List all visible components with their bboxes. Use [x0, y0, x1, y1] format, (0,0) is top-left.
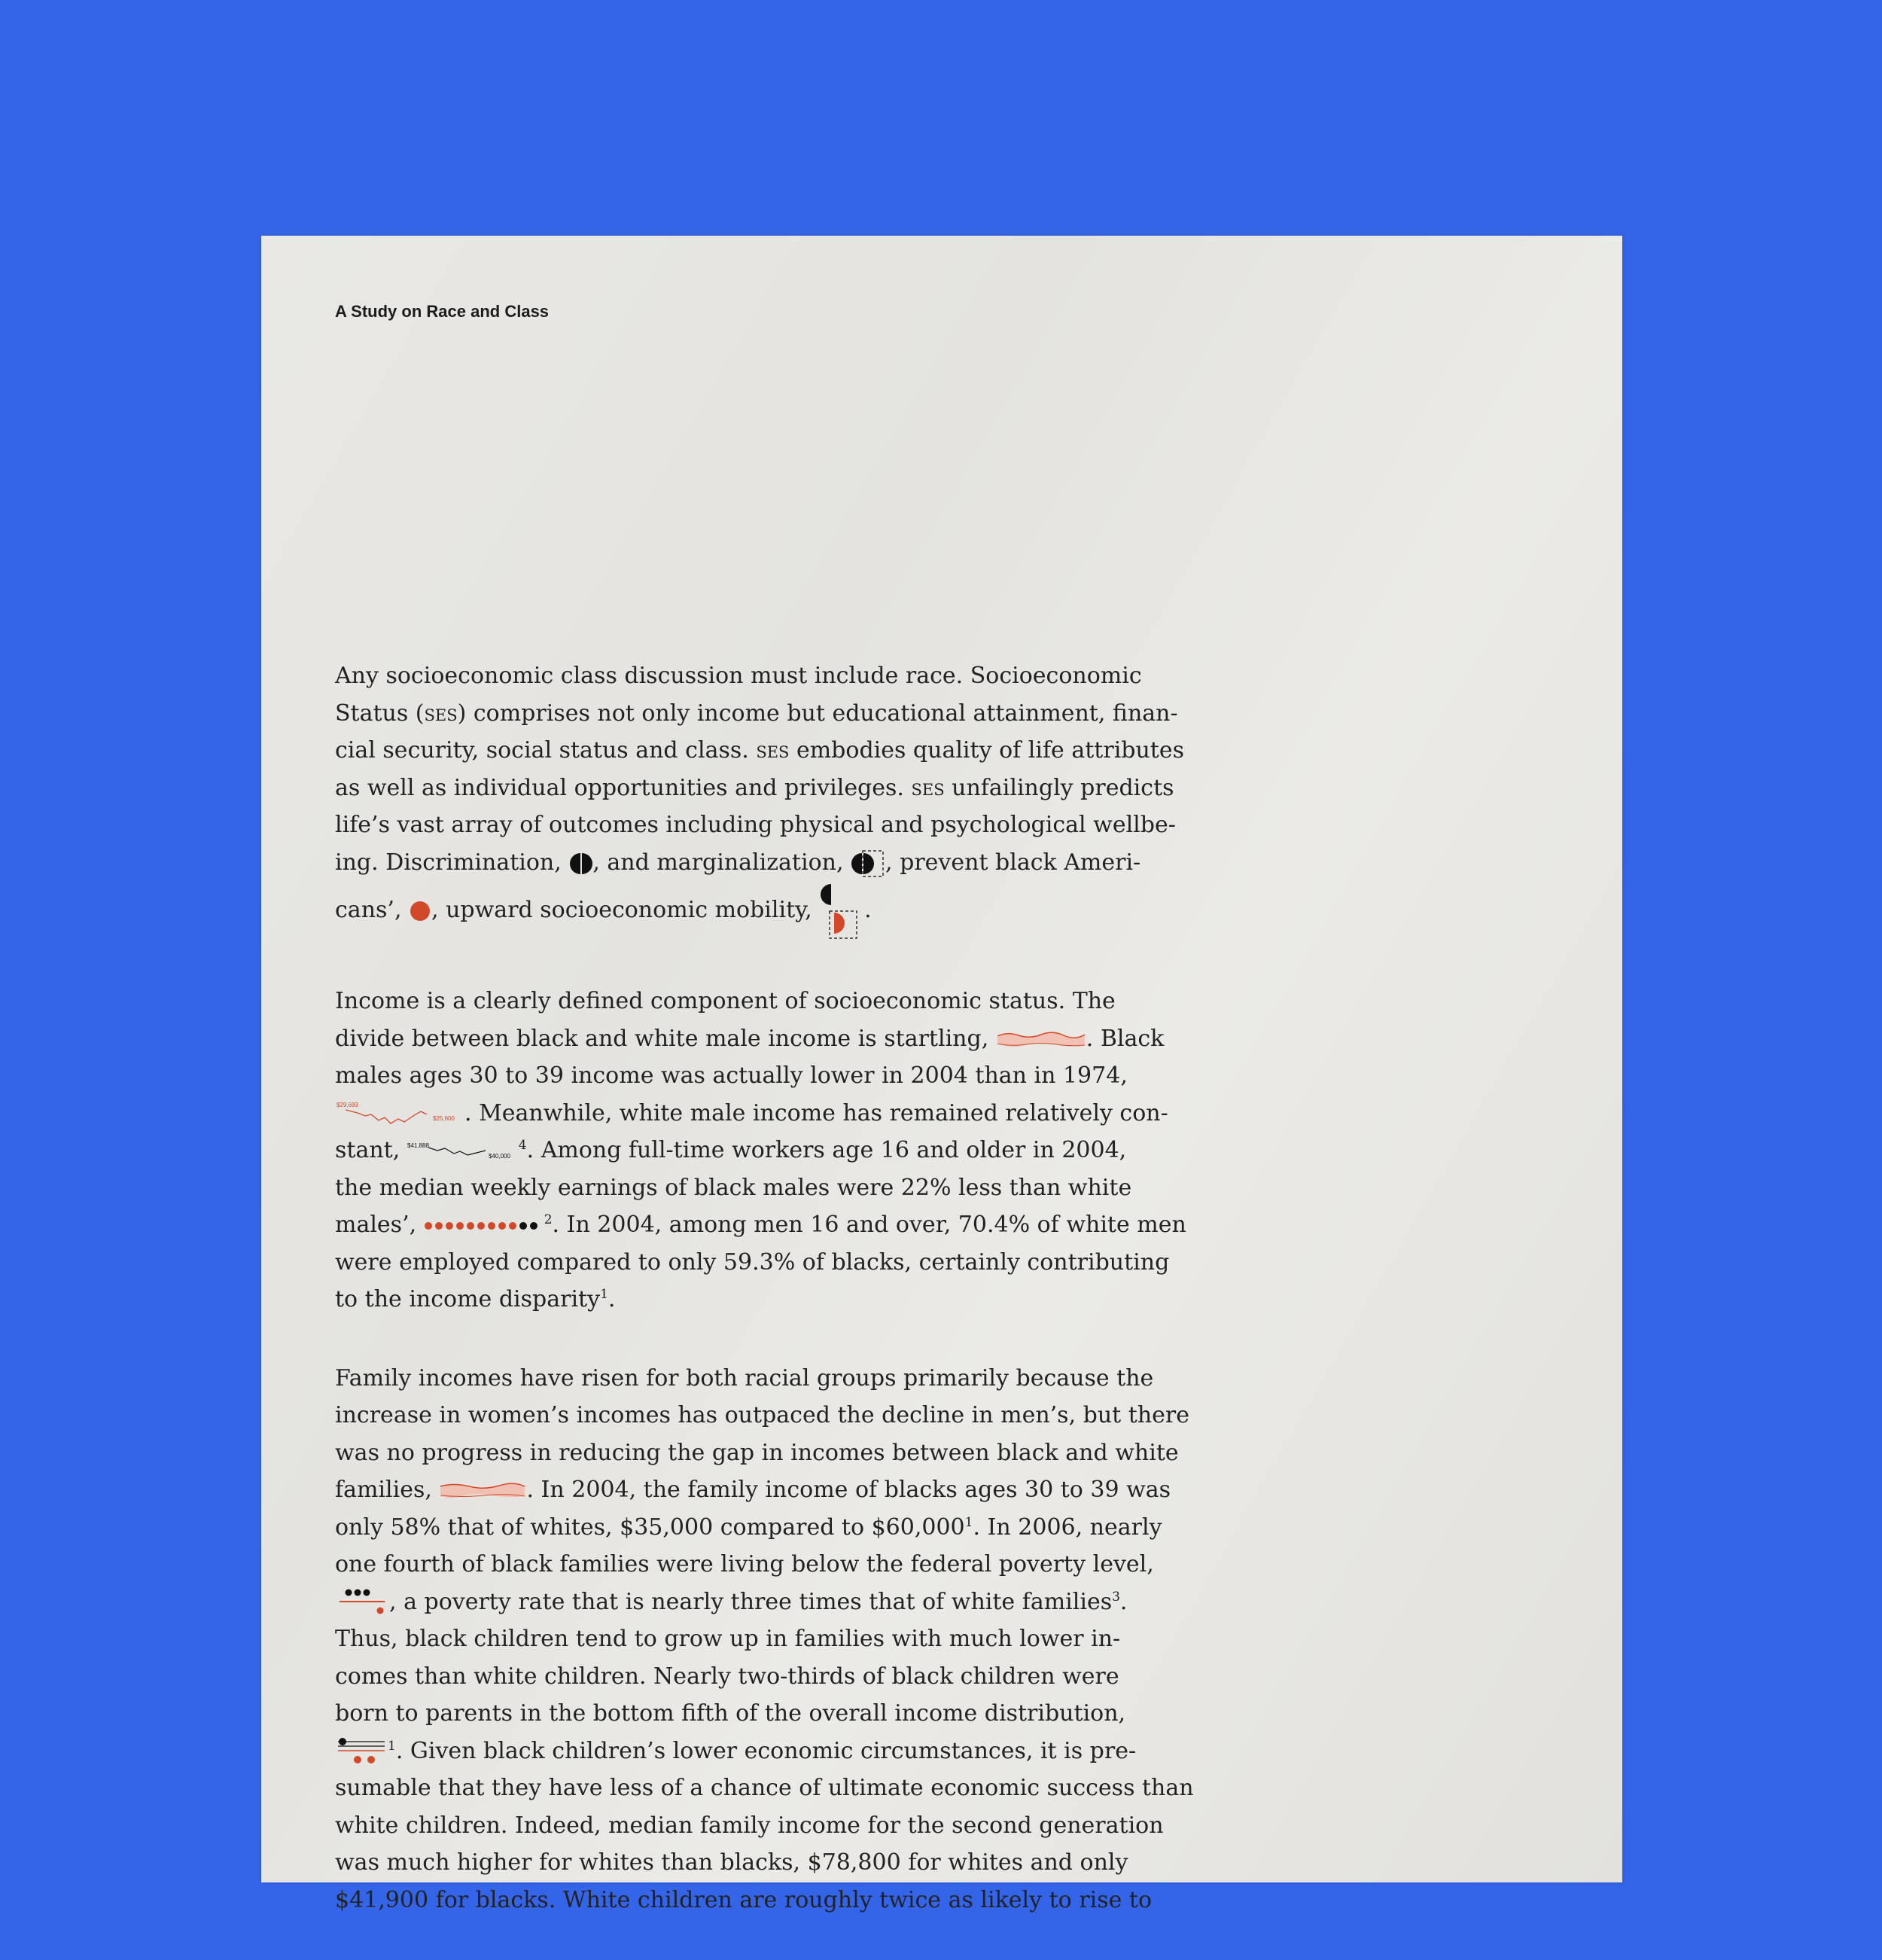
text-run: sumable that they have less of a chance of ultimate economic success than	[335, 1775, 1194, 1801]
sparkline-icon	[407, 1140, 519, 1163]
paragraph-1	[335, 657, 1185, 941]
text-run: Status (	[335, 700, 425, 727]
wavy-band-icon	[996, 1029, 1086, 1051]
text-run: , a poverty rate that is nearly three times that of white families	[389, 1588, 1113, 1615]
text-run: comes than white children. Nearly two-thirds of black children were	[335, 1663, 1119, 1690]
text-line	[335, 1695, 1171, 1733]
article-body	[335, 657, 1194, 1960]
text-line	[335, 983, 1171, 1020]
sparkline-end-label: $40,000	[488, 1153, 510, 1160]
text-line	[335, 1244, 1171, 1282]
text-run: was no progress in reducing the gap in incomes between black and white	[335, 1439, 1179, 1466]
paper-page	[261, 236, 1622, 1913]
abbr-ses: ses	[424, 700, 458, 727]
text-line	[335, 1471, 1171, 1509]
footnote-ref: 3	[1112, 1589, 1120, 1605]
abbr-ses: ses	[756, 737, 790, 764]
text-line	[335, 1546, 1171, 1584]
text-run: . In 2006, nearly	[973, 1513, 1162, 1541]
text-run: . Among full-time workers age 16 and older in 2004,	[526, 1137, 1127, 1163]
orange-dot-icon	[409, 900, 431, 922]
text-run: white children. Indeed, median family income for the second generation	[335, 1812, 1164, 1839]
dot-stack-icon	[335, 1587, 389, 1620]
text-run: $41,900 for blacks. White children are roughly twice as likely to rise to	[335, 1886, 1153, 1913]
text-line	[335, 806, 1176, 844]
text-line	[335, 1360, 1171, 1398]
sparkline-end-label: $25,600	[433, 1114, 455, 1122]
text-run: was much higher for whites than blacks, $78,800 for whites and only	[335, 1849, 1128, 1876]
text-run: divide between black and white male income is startling,	[335, 1025, 989, 1052]
text-run: as well as individual opportunities and privileges.	[335, 774, 912, 801]
text-line	[335, 1882, 1171, 1919]
text-line	[335, 1206, 1186, 1244]
text-run: increase in women’s incomes has outpaced the decline in men’s, but there	[335, 1402, 1189, 1428]
text-run: . Black	[1086, 1025, 1165, 1052]
text-line	[335, 1281, 1171, 1318]
paragraph-3	[335, 1360, 1194, 1919]
text-run: one fourth of black families were living below the federal poverty level,	[335, 1551, 1154, 1577]
dashed-box-half-circle-icon	[851, 849, 885, 878]
text-run: to the income disparity	[335, 1286, 601, 1312]
text-run: families,	[335, 1477, 432, 1503]
text-run: males ages 30 to 39 income was actually lower in 2004 than in 1974,	[335, 1062, 1128, 1089]
text-line	[335, 1095, 1171, 1132]
text-line	[335, 1397, 1189, 1434]
footnote-ref: 2	[544, 1212, 553, 1227]
text-run: Income is a clearly defined component of socioeconomic status. The	[335, 988, 1116, 1014]
text-run: ing. Discrimination,	[335, 849, 562, 876]
text-run: males’,	[335, 1212, 417, 1238]
text-line	[335, 1584, 1171, 1621]
half-circle-icon	[568, 852, 592, 876]
abbr-ses: ses	[911, 774, 945, 801]
text-run: . In 2004, the family income of blacks ages 30 to 39 was	[526, 1477, 1171, 1503]
text-line	[335, 1434, 1179, 1472]
text-line	[335, 1132, 1171, 1169]
wavy-band-icon	[439, 1480, 526, 1502]
text-line	[335, 1844, 1171, 1882]
footnote-ref: 4	[518, 1138, 527, 1153]
text-run: , prevent black Ameri-	[885, 849, 1141, 876]
text-line	[335, 844, 1171, 882]
text-line	[335, 695, 1178, 733]
text-run: , and marginalization,	[592, 849, 844, 876]
text-run: cial security, social status and class.	[335, 737, 757, 764]
text-run: , upward socioeconomic mobility,	[431, 897, 812, 923]
text-line	[335, 1769, 1194, 1807]
sparkline-start-label: $29,693	[337, 1101, 358, 1108]
dot-row-icon	[424, 1221, 544, 1231]
text-line	[335, 657, 1171, 695]
text-run: . Meanwhile, white male income has remained relatively con-	[464, 1099, 1168, 1126]
text-run: . Given black children’s lower economic circumstances, it is pre-	[395, 1737, 1137, 1764]
dot-stack-icon	[335, 1736, 388, 1769]
text-line	[335, 1658, 1171, 1696]
text-run: Family incomes have risen for both racial groups primarily because the	[335, 1364, 1154, 1392]
text-run: were employed compared to only 59.3% of blacks, certainly contributing	[335, 1248, 1170, 1276]
text-line	[335, 1057, 1171, 1095]
sparkline-start-label: $41,888	[407, 1142, 429, 1149]
text-line	[335, 1169, 1171, 1207]
text-line	[335, 1807, 1171, 1845]
text-run: stant,	[335, 1137, 400, 1163]
text-run: .	[1119, 1588, 1128, 1615]
footnote-ref: 1	[964, 1514, 973, 1530]
text-run: . In 2004, among men 16 and over, 70.4% of white men	[552, 1212, 1186, 1238]
sparkline-icon	[335, 1099, 464, 1129]
text-line	[335, 770, 1174, 807]
text-line	[335, 881, 1171, 941]
text-run: born to parents in the bottom fifth of the overall income distribution,	[335, 1700, 1126, 1727]
text-run: .	[864, 897, 872, 923]
text-run: ) comprises not only income but educational attainment, finan-	[457, 700, 1178, 727]
footnote-ref: 1	[388, 1738, 396, 1754]
footnote-ref: 1	[600, 1287, 608, 1302]
text-run: Any socioeconomic class discussion must include race. Socioeconomic	[335, 663, 1142, 689]
text-run: unfailingly predicts	[944, 774, 1174, 801]
text-run: Thus, black children tend to grow up in families with much lower in-	[335, 1626, 1121, 1652]
text-run: embodies quality of life attributes	[789, 737, 1185, 764]
text-line	[335, 1733, 1171, 1770]
running-head: A Study on Race and Class	[335, 302, 550, 321]
text-run: the median weekly earnings of black males were 22% less than white	[335, 1174, 1132, 1201]
text-run: .	[608, 1286, 616, 1312]
text-line	[335, 1509, 1171, 1547]
text-line	[335, 1620, 1171, 1658]
paragraph-2	[335, 983, 1186, 1318]
text-line	[335, 732, 1185, 770]
text-run: life’s vast array of outcomes including physical and psychological wellbe-	[335, 812, 1176, 838]
text-line	[335, 1020, 1171, 1058]
split-half-circle-icon	[819, 881, 864, 941]
text-run: cans’,	[335, 897, 402, 923]
text-run: only 58% that of whites, $35,000 compared to $60,000	[335, 1513, 965, 1541]
